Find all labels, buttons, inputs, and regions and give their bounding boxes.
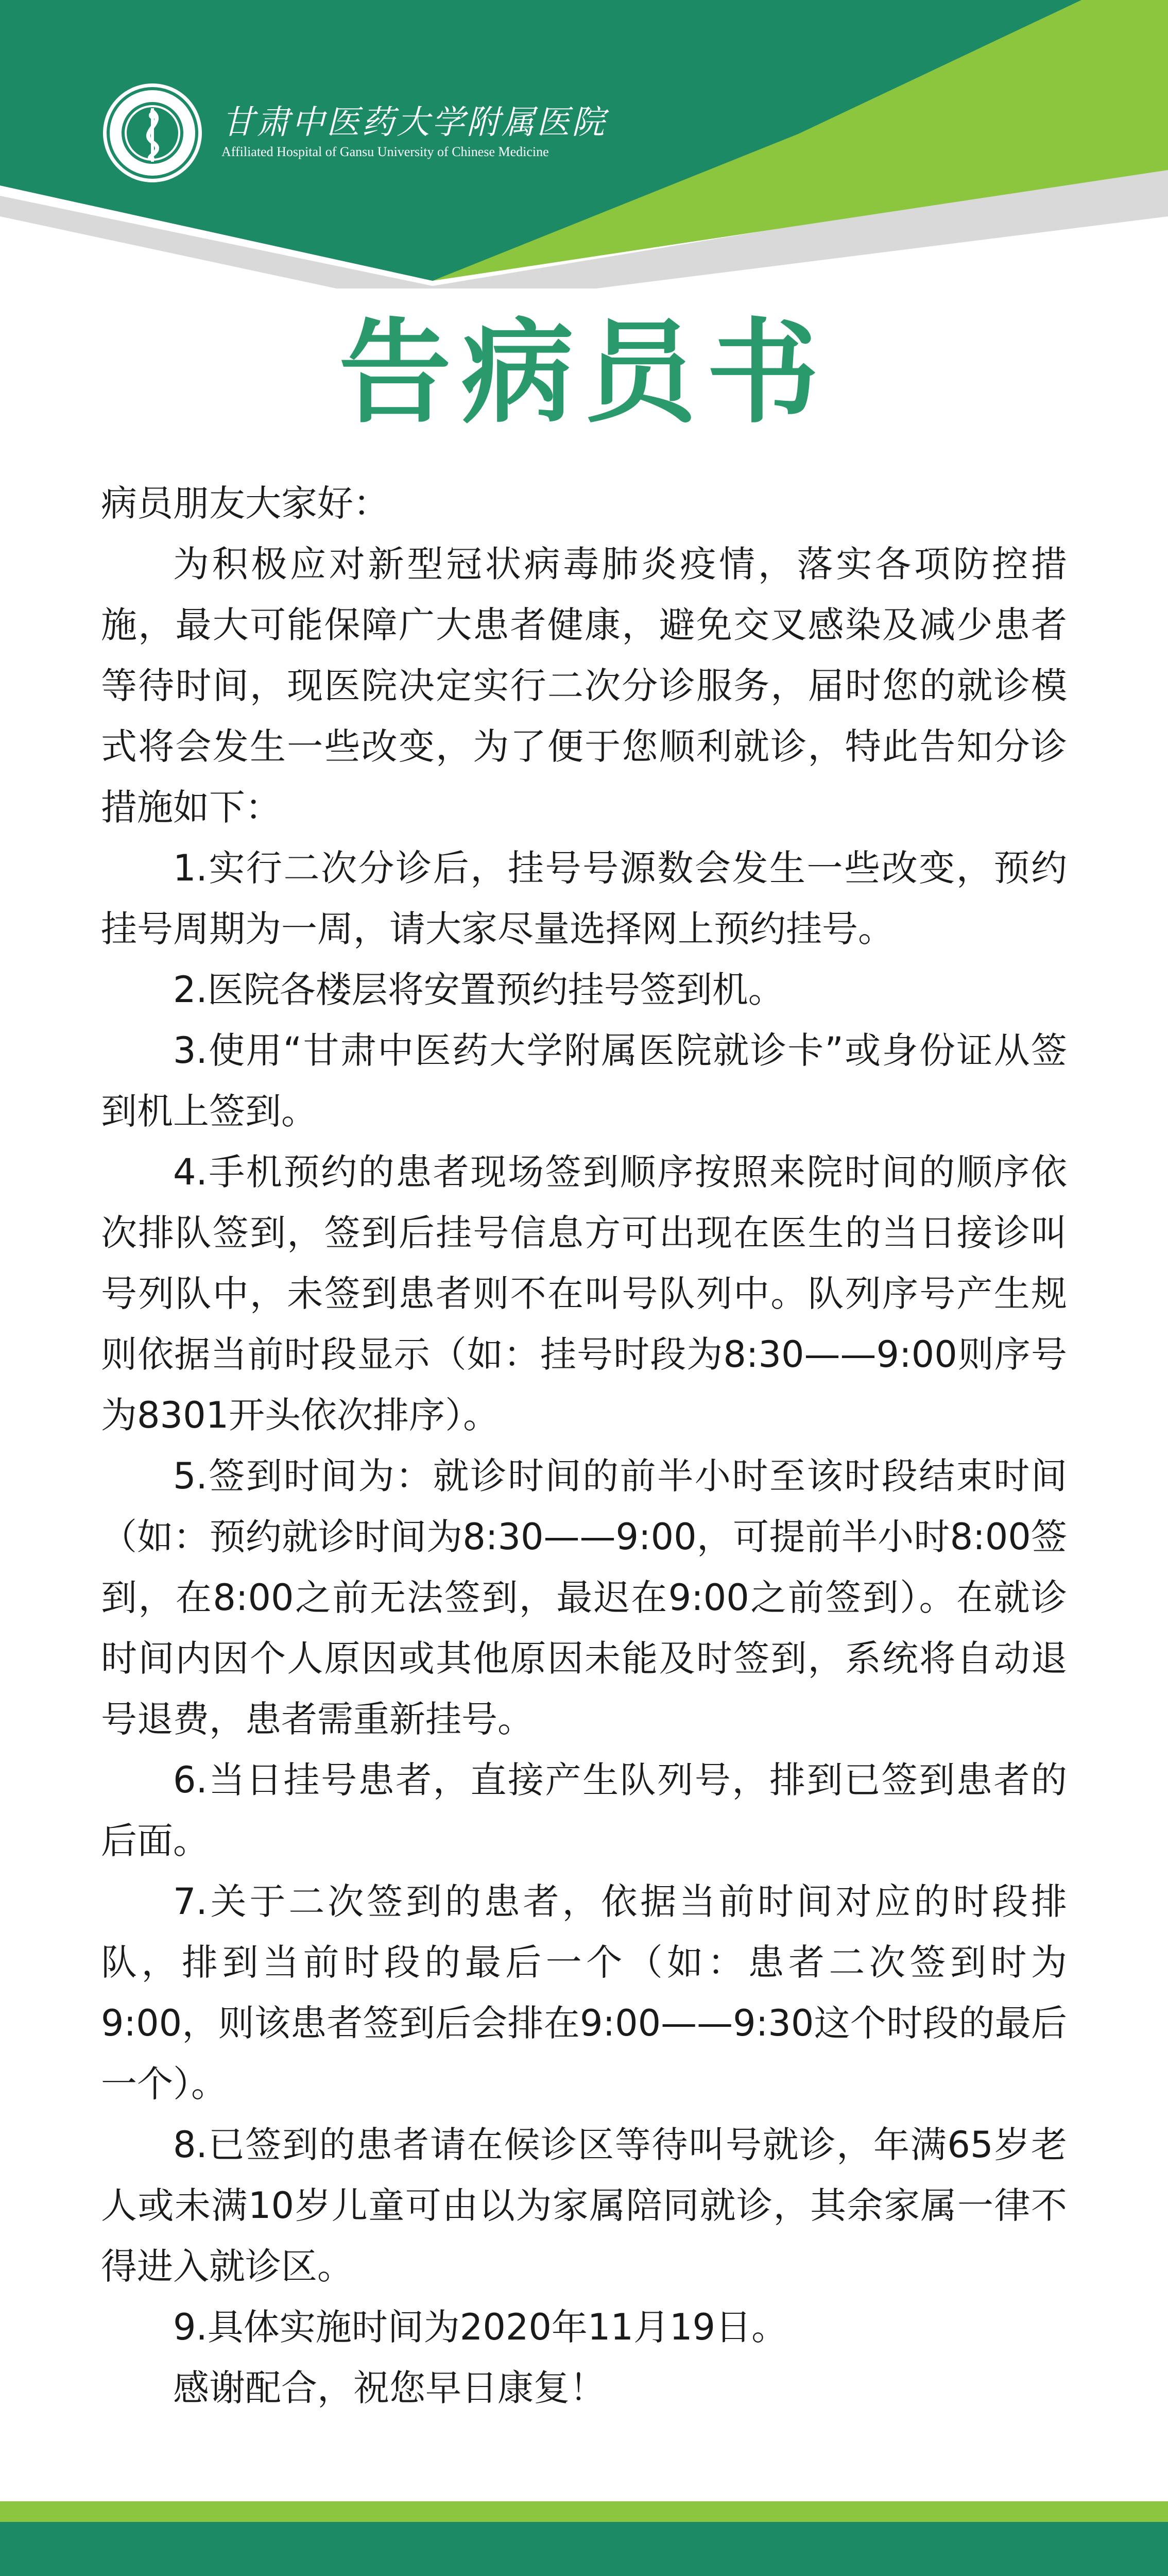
notice-item-3: 3.使用“甘肃中医药大学附属医院就诊卡”或身份证从签到机上签到。 — [101, 1029, 1067, 1132]
notice-item-8: 8.已签到的患者请在候诊区等待叫号就诊，年满65岁老人或未满10岁儿童可由以为家属陪同就诊，其余家属一律不得进入就诊区。 — [101, 2124, 1067, 2287]
page-title: 告病员书 — [339, 308, 829, 438]
intro-paragraph: 为积极应对新型冠状病毒肺炎疫情，落实各项防控措施，最大可能保障广大患者健康，避免交叉感染及减少患者等待时间，现医院决定实行二次分诊服务，届时您的就诊模式将会发生一些改变，为了便于您顺利就诊，特此告知分诊措施如下： — [101, 543, 1067, 828]
hospital-name-en: Affiliated Hospital of Gansu University of Chinese Medicine — [221, 144, 549, 159]
footer-dark-band — [0, 2522, 1168, 2576]
hospital-emblem-icon — [101, 81, 204, 184]
greeting: 病员朋友大家好： — [101, 482, 389, 524]
notice-item-2: 2.医院各楼层将安置预约挂号签到机。 — [173, 969, 784, 1011]
notice-body — [101, 473, 1067, 2418]
hospital-name-cn: 甘肃中医药大学附属医院 — [221, 104, 607, 142]
notice-item-5: 5.签到时间为：就诊时间的前半小时至该时段结束时间（如：预约就诊时间为8:30——9:00，可提前半小时8:00签到，在8:00之前无法签到，最迟在9:00之前签到）。在就诊时间内因个人原因或其他原因未能及时签到，系统将自动退号退费，患者需重新挂号。 — [101, 1455, 1067, 1740]
footer-light-band — [0, 2501, 1168, 2522]
notice-item-4: 4.手机预约的患者现场签到顺序按照来院时间的顺序依次排队签到，签到后挂号信息方可出现在医生的当日接诊叫号列队中，未签到患者则不在叫号队列中。队列序号产生规则依据当前时段显示（如：挂号时段为8:30——9:00则序号为8301开头依次排序）。 — [101, 1151, 1067, 1436]
notice-item-7: 7.关于二次签到的患者，依据当前时间对应的时段排队，排到当前时段的最后一个（如：患者二次签到时为9:00，则该患者签到后会排在9:00——9:30这个时段的最后一个）。 — [101, 1880, 1067, 2105]
notice-item-6: 6.当日挂号患者，直接产生队列号，排到已签到患者的后面。 — [101, 1759, 1067, 1862]
notice-item-9: 9.具体实施时间为2020年11月19日。 — [173, 2306, 788, 2348]
notice-item-1: 1.实行二次分诊后，挂号号源数会发生一些改变，预约挂号周期为一周，请大家尽量选择网上预约挂号。 — [101, 847, 1067, 950]
closing-line: 感谢配合，祝您早日康复！ — [173, 2367, 606, 2409]
